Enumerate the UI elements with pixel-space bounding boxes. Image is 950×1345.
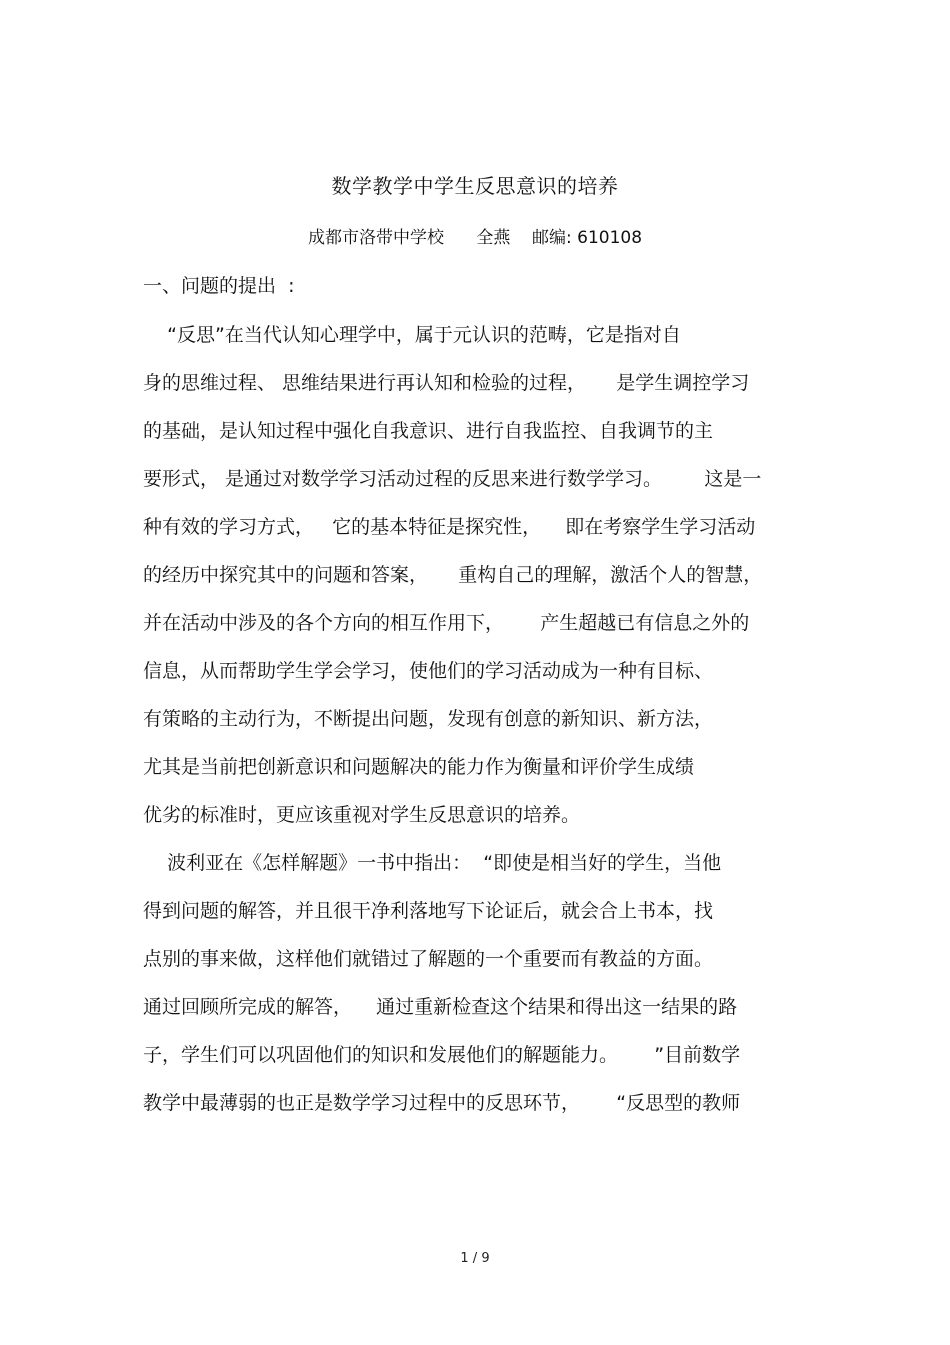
body-line: 要形式， 是通过对数学学习活动过程的反思来进行数学学习。 这是一 xyxy=(143,468,762,490)
author-byline: 成都市洛带中学校 全燕 邮编: 610108 xyxy=(307,228,643,248)
section-heading: 一、问题的提出 : xyxy=(143,275,295,297)
body-line: 波利亚在《怎样解题》一书中指出： “即使是相当好的学生，当他 xyxy=(143,852,722,874)
body-line: 得到问题的解答，并且很干净利落地写下论证后，就会合上书本，找 xyxy=(143,900,714,922)
body-line: 身的思维过程、 思维结果进行再认知和检验的过程， 是学生调控学习 xyxy=(143,372,750,394)
body-line: 尤其是当前把创新意识和问题解决的能力作为衡量和评价学生成绩 xyxy=(143,756,695,778)
page-indicator: 1 / 9 xyxy=(460,1251,490,1266)
body-line: 的经历中探究其中的问题和答案， 重构自己的理解，激活个人的智慧， xyxy=(143,564,763,586)
body-line: 优劣的标准时，更应该重视对学生反思意识的培养。 xyxy=(143,804,581,826)
body-line: 并在活动中涉及的各个方向的相互作用下， 产生超越已有信息之外的 xyxy=(143,612,750,634)
body-line: 教学中最薄弱的也正是数学学习过程中的反思环节， “反思型的教师 xyxy=(143,1092,741,1114)
body-line: “反思”在当代认知心理学中，属于元认识的范畴，它是指对自 xyxy=(143,324,681,346)
body-line: 通过回顾所完成的解答， 通过重新检查这个结果和得出这一结果的路 xyxy=(143,996,738,1018)
body-line: 有策略的主动行为，不断提出问题，发现有创意的新知识、新方法， xyxy=(143,708,714,730)
body-line: 点别的事来做，这样他们就错过了解题的一个重要而有教益的方面。 xyxy=(143,948,714,970)
body-line: 信息，从而帮助学生学会学习，使他们的学习活动成为一种有目标、 xyxy=(143,660,714,682)
body-text xyxy=(143,321,813,1137)
body-line: 的基础，是认知过程中强化自我意识、进行自我监控、自我调节的主 xyxy=(143,420,714,442)
body-line: 种有效的学习方式， 它的基本特征是探究性， 即在考察学生学习活动 xyxy=(143,516,756,538)
document-title: 数学教学中学生反思意识的培养 xyxy=(331,174,619,198)
body-line: 子，学生们可以巩固他们的知识和发展他们的解题能力。 ”目前数学 xyxy=(143,1044,741,1066)
